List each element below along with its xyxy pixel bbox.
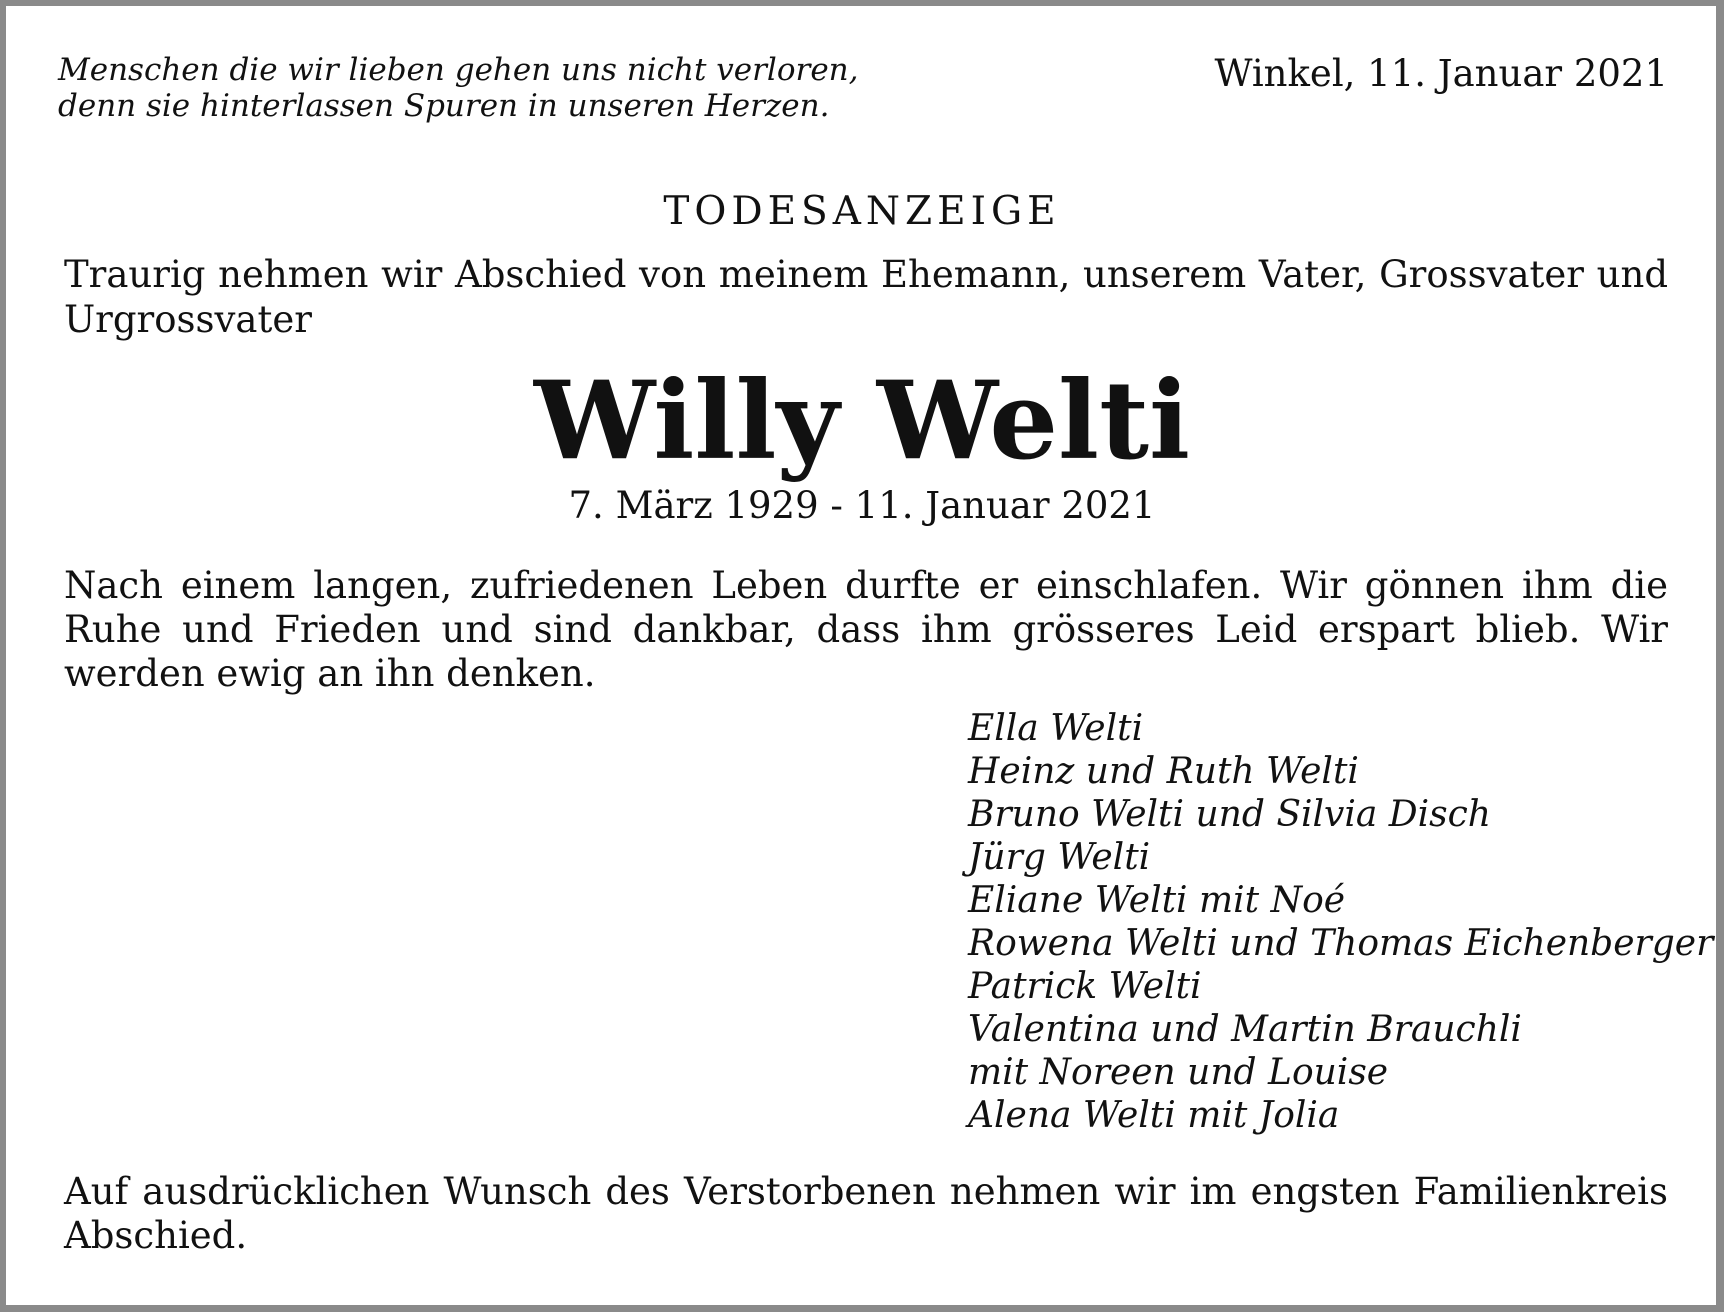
life-dates: 7. März 1929 - 11. Januar 2021 [568,484,1156,527]
mourner-item: Bruno Welti und Silvia Disch [968,794,1491,835]
notice-heading: TODESANZEIGE [663,189,1061,234]
mourner-item: Jürg Welti [968,837,1151,878]
mourner-item: Heinz und Ruth Welti [968,751,1359,792]
motto-line-2: denn sie hinterlassen Spuren in unseren Herzen. [58,88,830,124]
mourner-item: Valentina und Martin Brauchli [968,1009,1522,1050]
deceased-name: Willy Welti [534,358,1190,484]
place-date: Winkel, 11. Januar 2021 [1214,52,1668,95]
mourners-list [968,707,1714,1137]
closing-text: Auf ausdrücklichen Wunsch des Verstorbenen nehmen wir im engsten Familienkreis Abschied. [64,1170,1668,1257]
mourner-item: Ella Welti [968,708,1144,749]
mourner-item: mit Noreen und Louise [968,1052,1389,1093]
body-text: Nach einem langen, zufriedenen Leben durfte er einschlafen. Wir gönnen ihm die Ruhe und Frieden und sind dankbar, dass ihm grösseres Leid erspart blieb. Wir werden ewig an ihn denken. [64,564,1668,695]
mourner-item: Alena Welti mit Jolia [968,1095,1340,1136]
mourner-item: Patrick Welti [968,966,1202,1007]
mourner-item: Eliane Welti mit Noé [968,880,1346,921]
motto-line-1: Menschen die wir lieben gehen uns nicht verloren, [58,52,859,88]
motto-quote [58,52,859,124]
intro-text: Traurig nehmen wir Abschied von meinem Ehemann, unserem Vater, Grossvater und Urgrossvater [64,253,1668,341]
mourner-item: Rowena Welti und Thomas Eichenberger [968,923,1714,964]
